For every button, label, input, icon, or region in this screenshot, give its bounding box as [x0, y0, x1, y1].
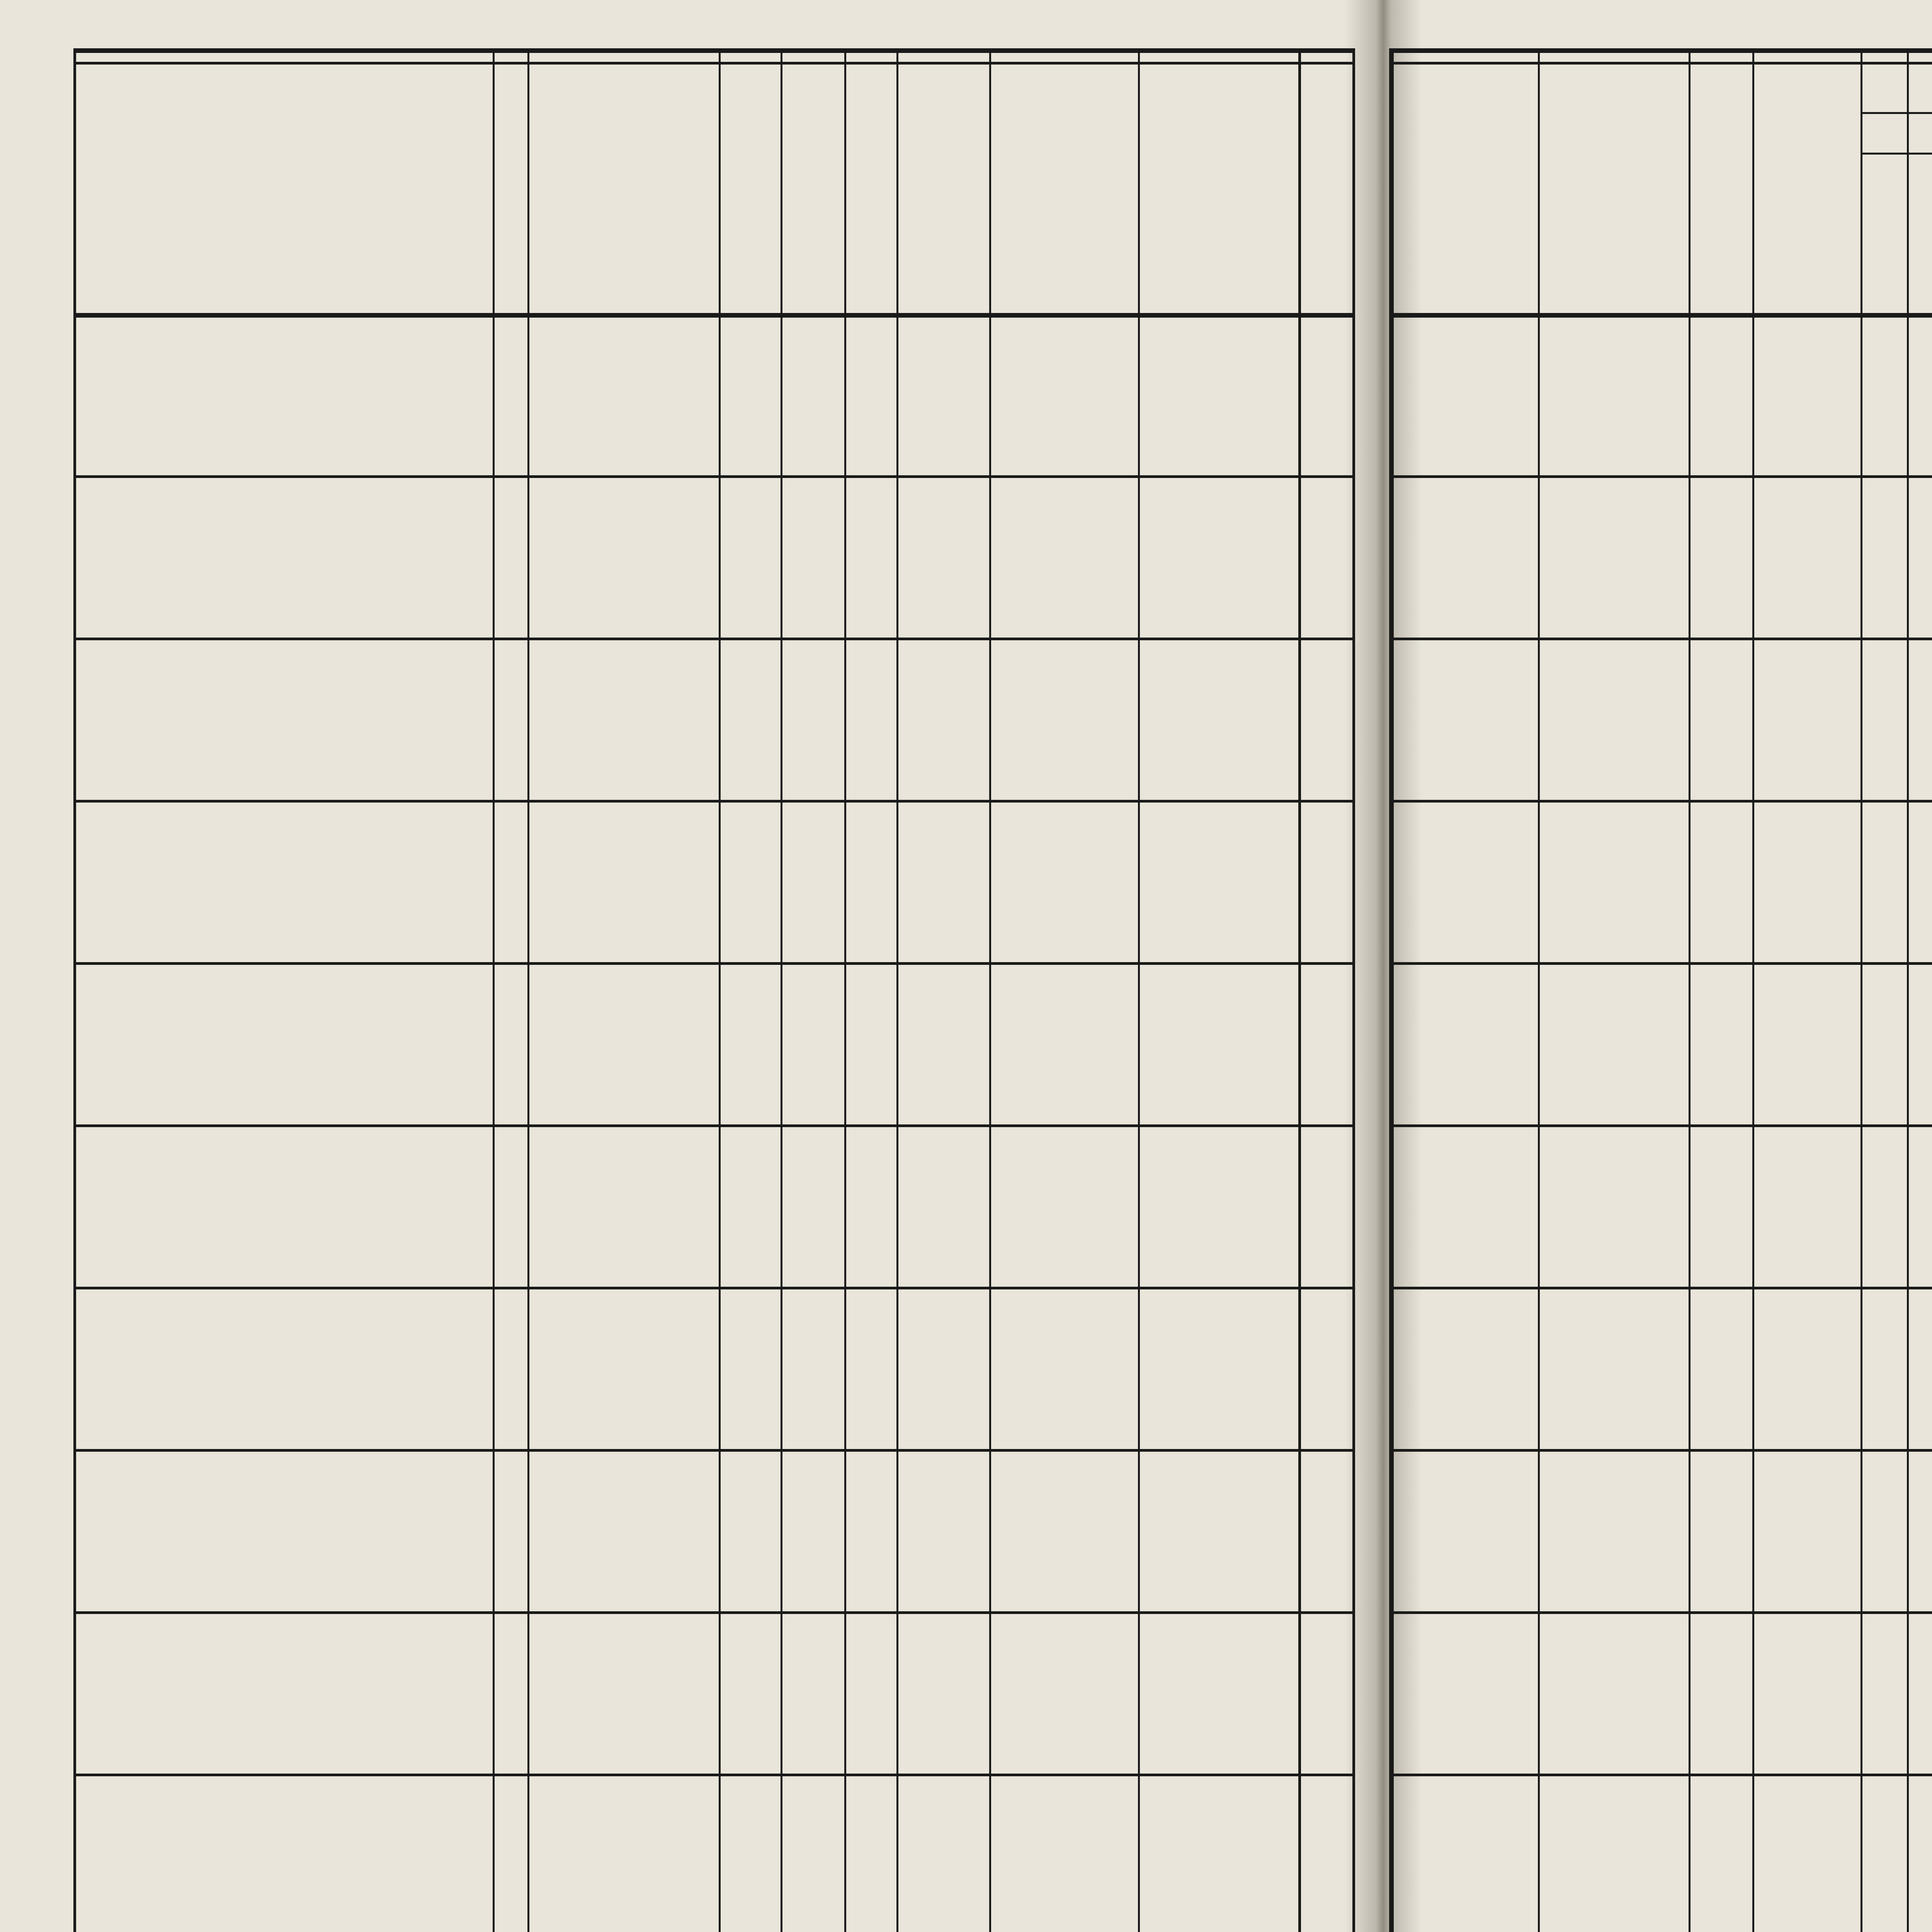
column-rule [1689, 48, 1690, 1932]
page-gutter [1345, 0, 1422, 1932]
column-3-number [527, 39, 719, 62]
row-rule [1391, 475, 1932, 478]
row-rule [73, 313, 1352, 318]
row-rule [73, 1611, 1352, 1614]
column-10-number [1538, 39, 1689, 62]
column-12-number [1752, 39, 1861, 62]
row-rule [73, 1287, 1352, 1289]
row-rule [73, 62, 1352, 65]
column-6-number [844, 39, 896, 62]
column-1-number [73, 39, 493, 62]
row-rule [73, 638, 1352, 640]
column-rule [73, 48, 76, 1932]
row-rule [1861, 153, 1932, 155]
row-rule [73, 475, 1352, 478]
row-rule [1391, 1124, 1932, 1127]
column-13-number [1861, 39, 1932, 62]
column-rule [1907, 48, 1909, 1932]
column-rule [781, 48, 782, 1932]
row-rule [1391, 962, 1932, 965]
row-rule [73, 800, 1352, 803]
row-rule [73, 1774, 1352, 1776]
column-rule [1391, 48, 1394, 1932]
row-rule [73, 1449, 1352, 1452]
row-rule [1391, 62, 1932, 65]
column-rule [896, 48, 898, 1932]
column-rule [719, 48, 721, 1932]
column-rule [493, 48, 495, 1932]
column-rule [1352, 48, 1355, 1932]
column-rule [844, 48, 846, 1932]
row-rule [73, 1124, 1352, 1127]
row-rule [1391, 1774, 1932, 1776]
column-8-number [989, 39, 1138, 62]
row-rule [1391, 313, 1932, 318]
column-11-number [1689, 39, 1752, 62]
column-9-number [1389, 39, 1538, 62]
column-rule [527, 48, 529, 1932]
row-rule [1391, 1287, 1932, 1289]
column-5-number [781, 39, 844, 62]
column-rule [1298, 48, 1301, 1932]
row-rule [73, 962, 1352, 965]
row-rule [1391, 800, 1932, 803]
column-7-number [896, 39, 989, 62]
row-rule [1391, 638, 1932, 640]
column-rule [989, 48, 991, 1932]
column-rule [1861, 48, 1862, 1932]
column-4-number [719, 39, 781, 62]
column-1-header [77, 77, 489, 294]
column-rule [1538, 48, 1540, 1932]
column-rule [1138, 48, 1140, 1932]
column-2-number [493, 39, 527, 62]
row-rule [1391, 1611, 1932, 1614]
column-rule [1752, 48, 1754, 1932]
row-rule [1861, 112, 1932, 114]
row-rule [1391, 1449, 1932, 1452]
